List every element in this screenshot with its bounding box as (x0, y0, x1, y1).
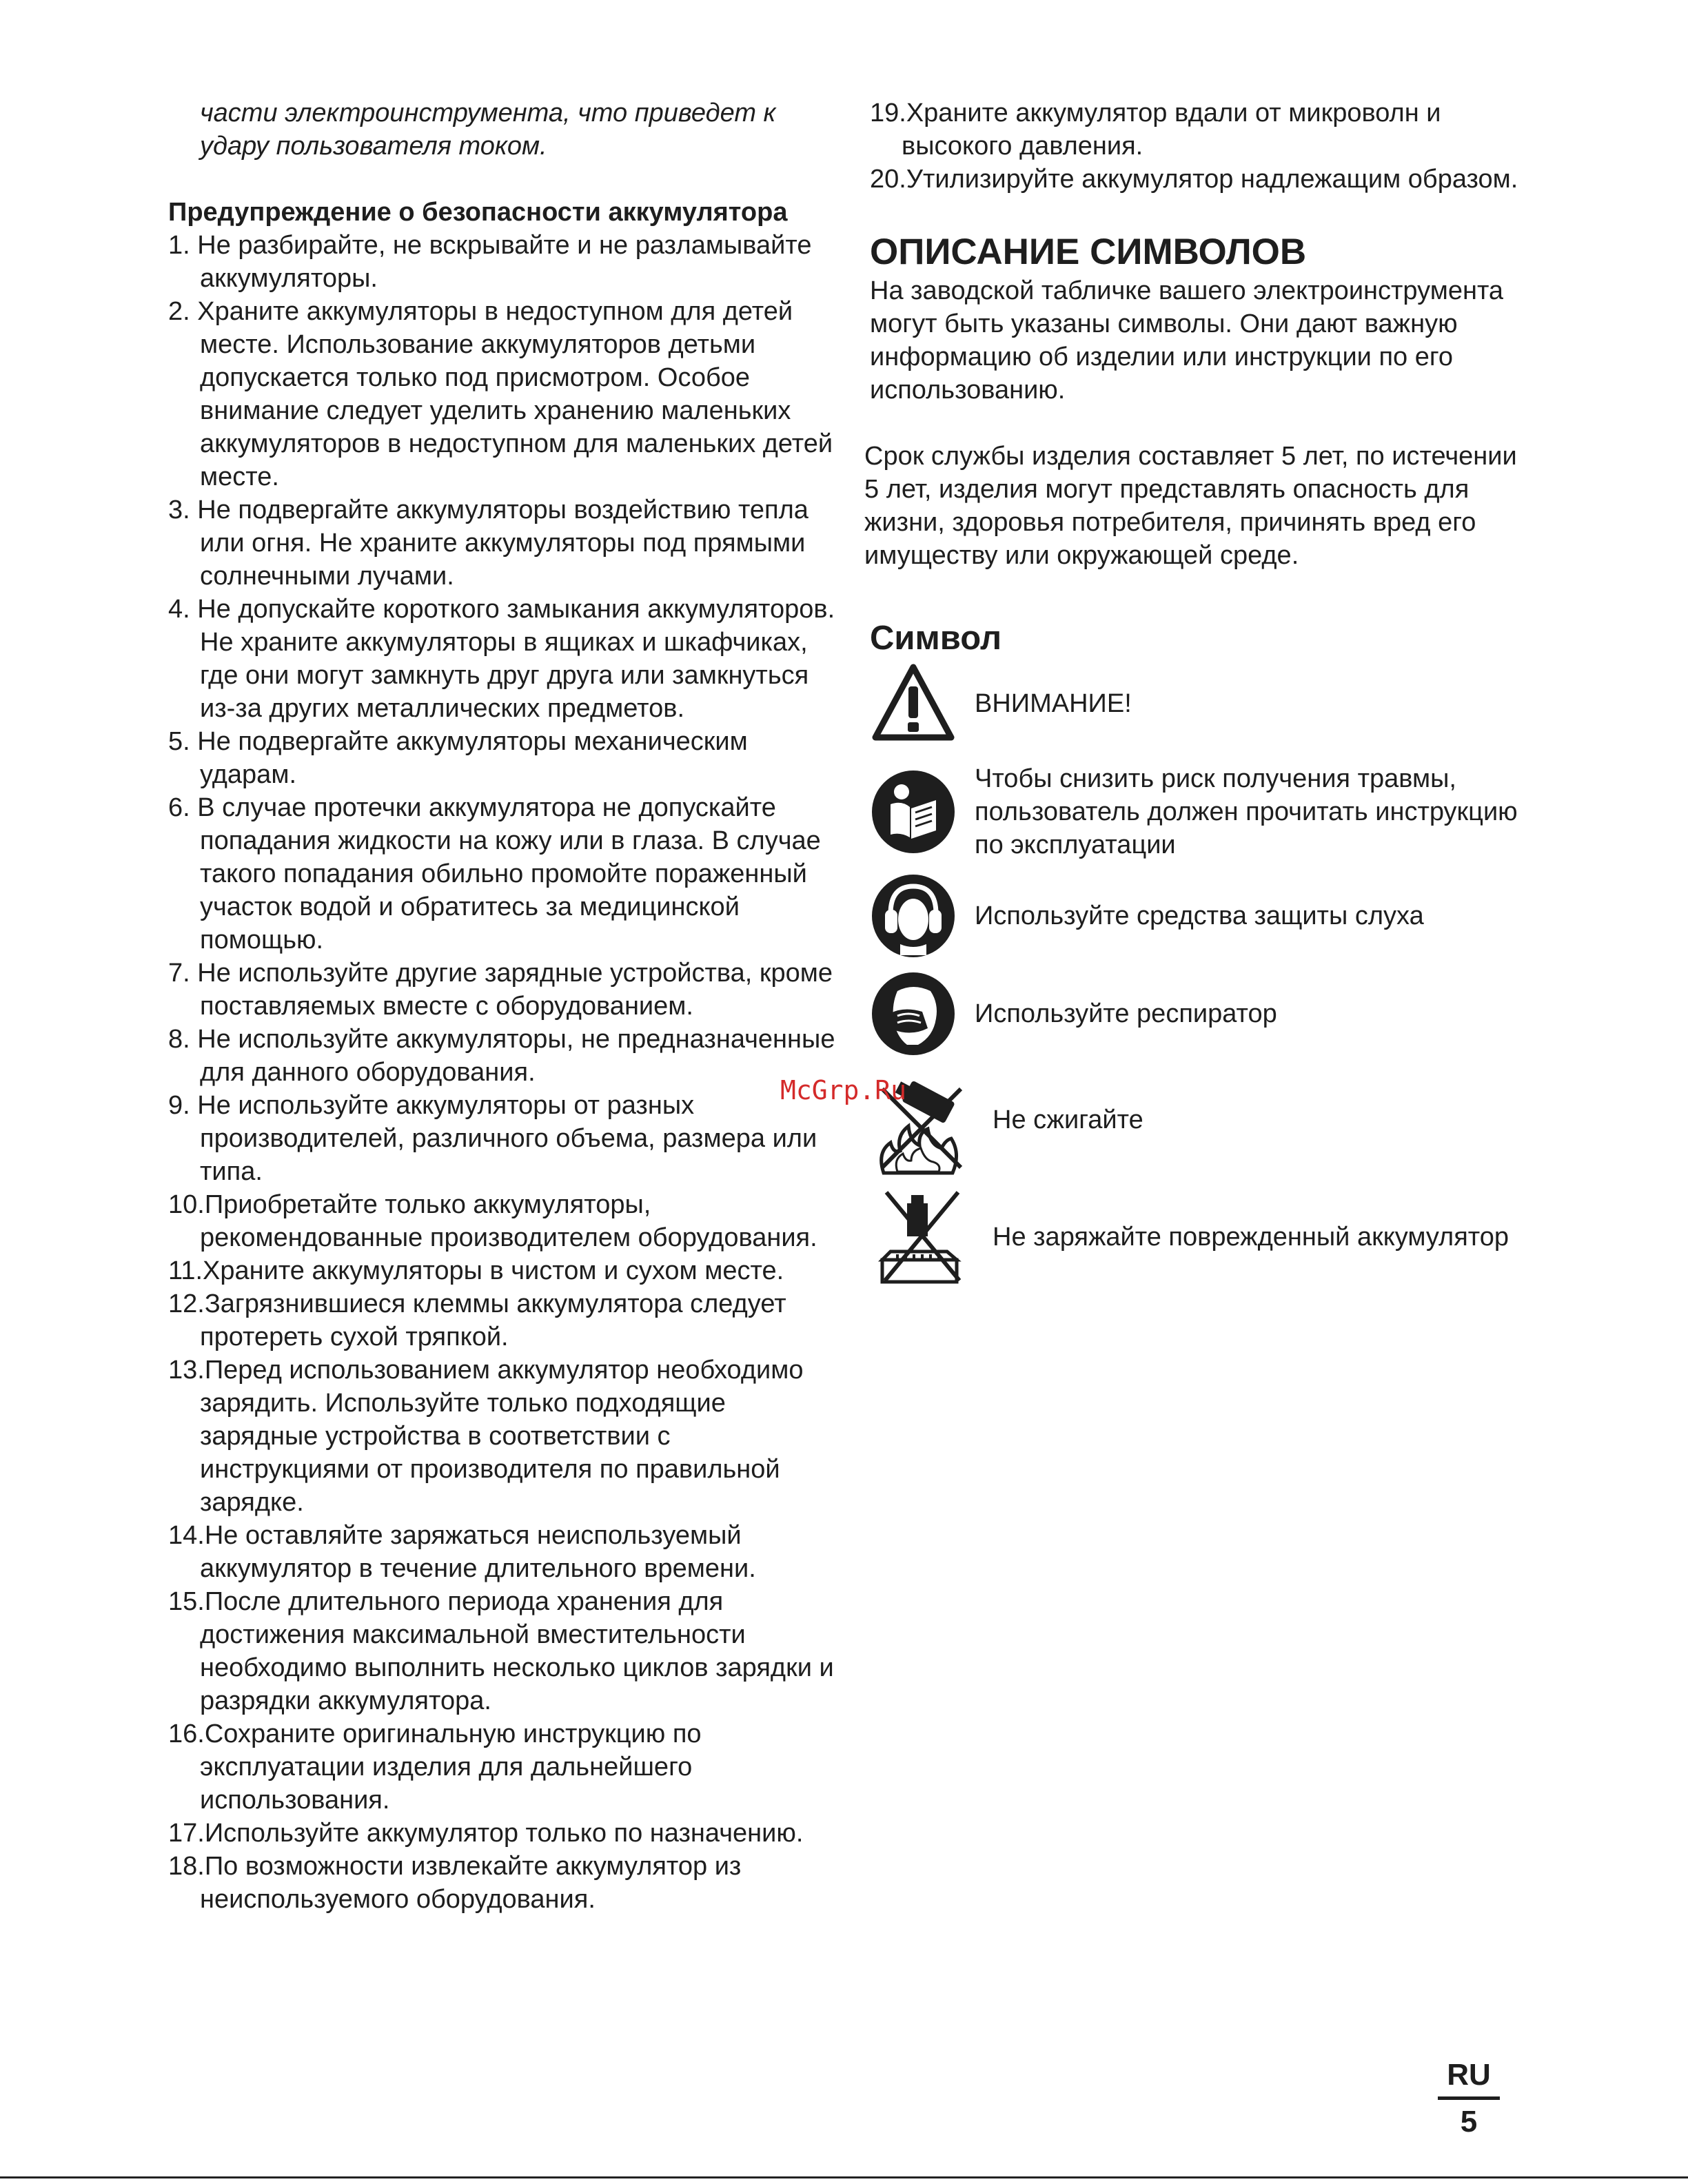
symbol-row-read-manual (870, 762, 1538, 861)
page-bottom-rule (0, 2176, 1688, 2178)
intro-line-1: части электроинструмента, что приведет к (200, 99, 776, 127)
list-item: 16.Сохраните оригинальную инструкцию по эксплуатации изделия для дальнейшего использования. (168, 1719, 702, 1815)
watermark: McGrp.Ru (780, 1075, 907, 1105)
list-item: 20.Утилизируйте аккумулятор надлежащим образом. (870, 165, 1518, 194)
no-charging-damaged-icon (870, 1185, 973, 1289)
list-item: 5. Не подвергайте аккумуляторы механическим ударам. (168, 727, 748, 789)
list-item: 9. Не используйте аккумуляторы от разных производителей, различного объема, размера или типа. (168, 1091, 817, 1186)
list-item: 8. Не используйте аккумуляторы, не предназначенные для данного оборудования. (168, 1025, 835, 1087)
symbols-title: Символ (870, 620, 1002, 657)
battery-warning-title: Предупреждение о безопасности аккумулятора (168, 198, 788, 227)
list-item: 4. Не допускайте короткого замыкания аккумуляторов. Не храните аккумуляторы в ящиках и шкафчиках, где они могут замкнуть друг друга или замкнуться из-за других металлических предметов. (168, 595, 835, 723)
left-column (168, 96, 837, 1916)
symbol-row-no-burning (870, 1076, 1538, 1163)
read-manual-icon (870, 768, 957, 855)
list-item: 1. Не разбирайте, не вскрывайте и не разламывайте аккумуляторы. (168, 231, 812, 293)
list-item: 6. В случае протечки аккумулятора не допускайте попадания жидкости на кожу или в глаза. В случае такого попадания обильно промойте пораженный участок водой и обратитесь за медицинской помощью. (168, 793, 821, 955)
symbol-row-ear-protection (870, 872, 1538, 959)
page-number: 5 (1460, 2105, 1478, 2139)
right-column (864, 96, 1538, 1289)
list-item: 10.Приобретайте только аккумуляторы, рекомендованные производителем оборудования. (168, 1190, 817, 1252)
intro-line-2: удару пользователя током. (200, 132, 547, 161)
list-item: 7. Не используйте другие зарядные устройства, кроме поставляемых вместе с оборудованием. (168, 959, 833, 1021)
footer-language: RU (1447, 2058, 1491, 2092)
service-life-paragraph: Срок службы изделия составляет 5 лет, по истечении 5 лет, изделия могут представлять опасность для жизни, здоровья потребителя, причинять вред его имуществу или окружающей среде. (864, 442, 1517, 570)
symbol-text: Не заряжайте поврежденный аккумулятор (993, 1223, 1509, 1252)
symbol-text: Не сжигайте (993, 1105, 1143, 1134)
footer-divider (1438, 2096, 1500, 2100)
list-item: 14.Не оставляйте заряжаться неиспользуемый аккумулятор в течение длительного времени. (168, 1521, 756, 1583)
symbol-row-no-charging-damaged (870, 1185, 1538, 1289)
list-item: 11.Храните аккумуляторы в чистом и сухом месте. (168, 1256, 784, 1285)
battery-safety-list (168, 229, 837, 1916)
list-item: 18.По возможности извлекайте аккумулятор из неиспользуемого оборудования. (168, 1852, 742, 1914)
symbols-section-title: ОПИСАНИЕ СИМВОЛОВ (870, 232, 1307, 272)
list-item: 17.Используйте аккумулятор только по назначению. (168, 1819, 804, 1848)
ear-protection-icon (870, 872, 957, 959)
symbol-text: Чтобы снизить риск получения травмы, пользователь должен прочитать инструкцию по эксплуатации (975, 764, 1518, 859)
symbol-text: Используйте средства защиты слуха (975, 901, 1424, 930)
list-item: 19.Храните аккумулятор вдали от микроволн и высокого давления. (870, 99, 1441, 161)
list-item: 13.Перед использованием аккумулятор необходимо зарядить. Используйте только подходящие зарядные устройства в соответствии с инструкциями от производителя по правильной зарядке. (168, 1356, 804, 1517)
list-item: 3. Не подвергайте аккумуляторы воздействию тепла или огня. Не храните аккумуляторы под прямыми солнечными лучами. (168, 496, 809, 591)
list-item: 12.Загрязнившиеся клеммы аккумулятора следует протереть сухой тряпкой. (168, 1289, 786, 1351)
list-item: 15.После длительного периода хранения для достижения максимальной вместительности необходимо выполнить несколько циклов зарядки и разрядки аккумулятора. (168, 1587, 834, 1715)
respirator-icon (870, 970, 957, 1057)
symbol-text: ВНИМАНИЕ! (975, 689, 1132, 718)
list-item: 2. Храните аккумуляторы в недоступном для детей месте. Использование аккумуляторов детьми допускается только под присмотром. Особое внимание следует уделить хранению маленьких аккумуляторов в недоступном для маленьких детей месте. (168, 297, 833, 491)
symbols-section-intro: На заводской табличке вашего электроинструмента могут быть указаны символы. Они дают важную информацию об изделии или инструкции по его использованию. (870, 276, 1504, 405)
symbol-row-warning (870, 660, 1538, 747)
battery-safety-list-continued (870, 96, 1538, 196)
warning-triangle-icon (870, 660, 957, 747)
symbol-text: Используйте респиратор (975, 999, 1277, 1028)
symbol-row-respirator (870, 970, 1538, 1057)
